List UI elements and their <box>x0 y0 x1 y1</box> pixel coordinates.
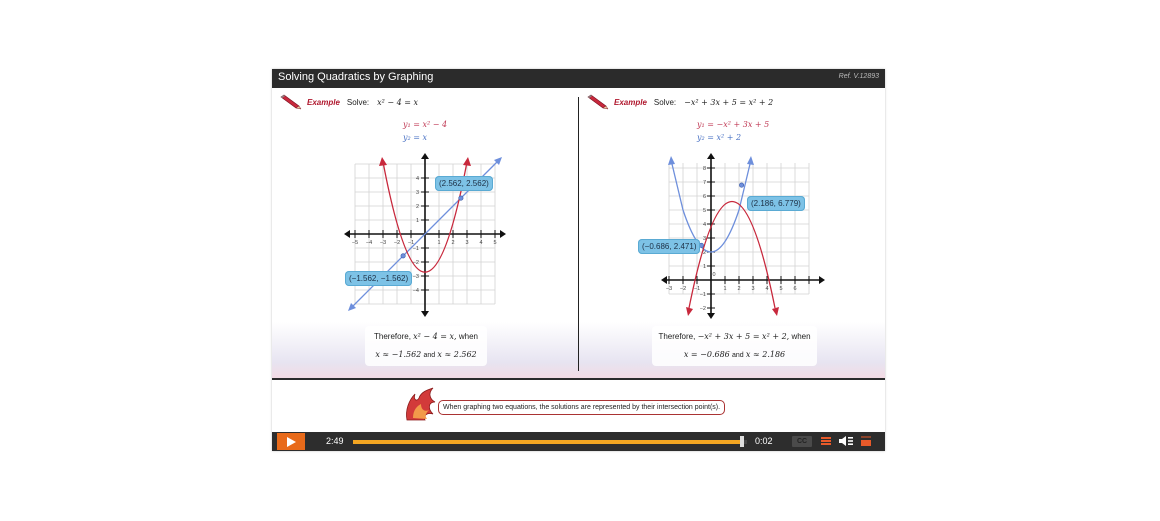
arrowhead <box>747 156 754 165</box>
conclusion-suffix: when <box>791 332 811 341</box>
progress-track[interactable] <box>353 440 747 444</box>
example-header <box>280 94 418 110</box>
slide <box>272 88 885 380</box>
progress-fill <box>353 440 742 444</box>
conclusion-equation: −x² + 3x + 5 = x² + 2, <box>697 332 790 341</box>
x-tick-label: 4 <box>765 286 769 292</box>
y-tick-label: −1 <box>699 292 706 298</box>
x-tick-label: −1 <box>407 240 415 246</box>
example-label: Example <box>614 97 647 107</box>
arrowhead <box>668 156 675 165</box>
conclusion-suffix: when <box>458 332 478 341</box>
x-tick-label: −2 <box>393 240 401 246</box>
y-tick-label: 3 <box>415 190 419 196</box>
title-bar <box>272 69 885 88</box>
y-tick-label: 5 <box>702 208 706 214</box>
flame-mascot-icon <box>403 386 439 422</box>
x-tick-label: 0 <box>712 272 716 278</box>
arrowhead <box>463 157 471 166</box>
y-tick-label: −1 <box>412 246 419 252</box>
y-tick-label: 1 <box>702 264 706 270</box>
pencil-icon <box>280 94 302 110</box>
x-tick-label: 2 <box>737 286 741 292</box>
x-tick-label: 1 <box>723 286 727 292</box>
and-word: and <box>423 352 436 359</box>
y-tick-label: −3 <box>412 274 419 280</box>
graph-right <box>659 153 829 319</box>
conclusion-prefix: Therefore, <box>658 332 696 341</box>
intersection-callout: (−0.686, 2.471) <box>638 239 700 254</box>
solution-1: x = −0.686 <box>683 350 730 359</box>
example-label: Example <box>307 97 340 107</box>
x-tick-label: 2 <box>451 240 455 246</box>
intersection-point <box>739 183 743 187</box>
arrowhead <box>379 157 387 166</box>
conclusion-box <box>365 326 487 366</box>
solve-label: Solve: <box>653 97 677 107</box>
time-elapsed: 2:49 <box>326 436 344 446</box>
control-bar <box>272 432 885 451</box>
solution-1: x ≈ −1.562 <box>375 350 422 359</box>
transcript-icon[interactable] <box>820 435 832 447</box>
function-y2: y₂ = x² + 2 <box>697 133 742 142</box>
caption-text: When graphing two equations, the solutions are represented by their intersection point(s). <box>438 400 725 415</box>
example-panel-right <box>579 88 885 380</box>
problem-equation: −x² + 3x + 5 = x² + 2 <box>684 97 774 107</box>
video-title: Solving Quadratics by Graphing <box>278 71 434 83</box>
x-tick-label: 6 <box>793 286 797 292</box>
function-y1: y₁ = x² − 4 <box>403 120 448 129</box>
arrowhead <box>686 307 693 316</box>
function-y1: y₁ = −x² + 3x + 5 <box>697 120 770 129</box>
play-button[interactable] <box>277 433 305 450</box>
y-tick-label: 6 <box>702 194 706 200</box>
caption-area <box>272 380 885 432</box>
x-tick-label: 4 <box>479 240 483 246</box>
x-tick-label: −2 <box>679 286 687 292</box>
x-tick-label: −3 <box>379 240 387 246</box>
y-tick-label: 8 <box>702 166 706 172</box>
intersection-callout: (2.186, 6.779) <box>747 196 805 211</box>
x-tick-label: −5 <box>351 240 359 246</box>
volume-icon[interactable] <box>838 435 854 447</box>
y-tick-label: −4 <box>412 288 419 294</box>
x-tick-label: 3 <box>465 240 469 246</box>
y-tick-label: 3 <box>702 236 706 242</box>
y-tick-label: 2 <box>415 204 419 210</box>
progress-handle[interactable] <box>740 436 744 447</box>
intersection-callout: (−1.562, −1.562) <box>345 271 412 286</box>
y-tick-label: 1 <box>415 218 419 224</box>
x-tick-label: 5 <box>493 240 497 246</box>
play-icon <box>285 436 297 448</box>
solution-2: x ≈ 2.562 <box>437 350 477 359</box>
reference-code: Ref. V.12893 <box>838 73 879 80</box>
y-tick-label: −2 <box>412 260 419 266</box>
y-tick-label: 4 <box>415 176 419 182</box>
problem-equation: x² − 4 = x <box>377 97 419 107</box>
x-tick-label: −1 <box>693 286 701 292</box>
example-panel-left <box>272 88 578 380</box>
x-tick-label: −3 <box>665 286 673 292</box>
and-word: and <box>732 352 744 359</box>
video-player <box>272 69 885 451</box>
x-tick-label: 3 <box>751 286 755 292</box>
y-tick-label: −2 <box>699 306 706 312</box>
intersection-point <box>459 196 463 200</box>
function-y2: y₂ = x <box>403 133 428 142</box>
intersection-point <box>401 254 405 258</box>
solution-2: x ≈ 2.186 <box>745 350 786 359</box>
intersection-callout: (2.562, 2.562) <box>435 176 493 191</box>
arrowhead <box>772 307 779 316</box>
x-tick-label: 1 <box>437 240 441 246</box>
time-remaining: 0:02 <box>755 436 773 446</box>
pencil-icon <box>587 94 609 110</box>
y-tick-label: 2 <box>702 250 706 256</box>
conclusion-prefix: Therefore, <box>374 332 411 341</box>
conclusion-box <box>652 326 817 366</box>
closed-captions-button[interactable]: CC <box>792 436 812 447</box>
conclusion-equation: x² − 4 = x, <box>413 332 457 341</box>
menu-icon[interactable] <box>860 435 872 447</box>
y-tick-label: 4 <box>702 222 706 228</box>
x-tick-label: −4 <box>365 240 373 246</box>
solve-label: Solve: <box>346 97 370 107</box>
y-tick-label: 7 <box>702 180 706 186</box>
x-tick-label: 5 <box>779 286 783 292</box>
example-header <box>587 94 773 110</box>
